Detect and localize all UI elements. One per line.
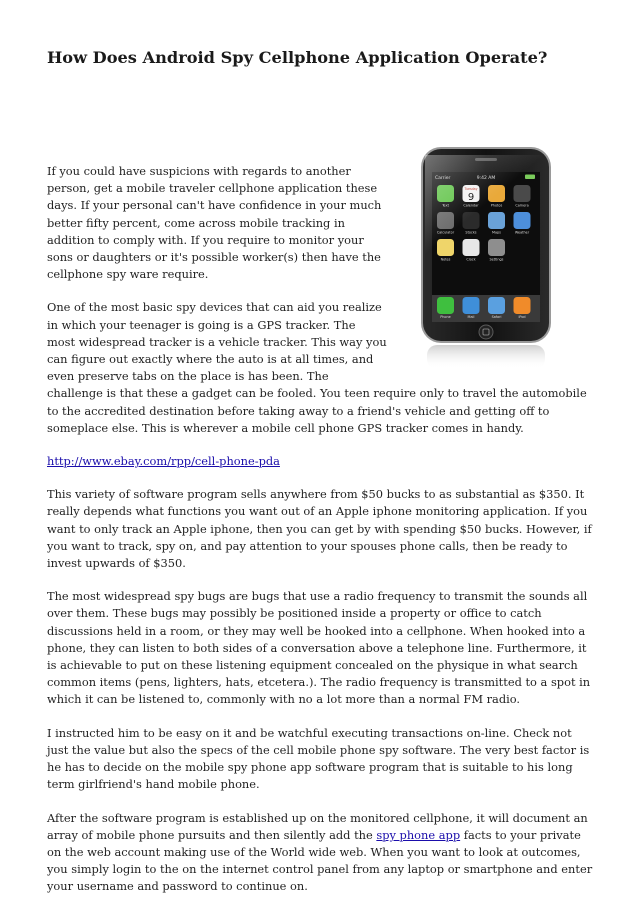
app-label-clock: Clock <box>466 257 476 262</box>
link-paragraph <box>47 453 595 470</box>
home-button <box>479 325 493 339</box>
paragraph-4: The most widespread spy bugs are bugs that use a radio frequency to transmit the sounds all over them. These bugs may possibly be positioned inside a property or office to catch discussions held in a room, or they may well be hooked into a cellphone. When hooked into a phone, they can listen to both sides of a conversation above a telephone line. Furthermore, it is achievable to put on these listening equipment concealed on the physique in what search common items (pens, lighters, hats, etcetera.). The radio frequency is transmitted to a spot in which it can be listened to, commonly with no a lot more than a normal FM radio. <box>47 589 591 707</box>
iphone-image <box>395 145 601 371</box>
dock-label-safari: Safari <box>491 315 502 319</box>
paragraph-6-text-after: facts to your private on the web account making use of the World wide web. When you want to look at outcomes, you simply login to the on the internet control panel from any laptop or smartphone and enter your username and password to continue on. <box>47 827 593 894</box>
app-label-maps: Maps <box>492 230 501 235</box>
paragraph-2: One of the most basic spy devices that can aid you realize in which your teenager is going is a GPS tracker. The most widespread tracker is a vehicle tracker. This way you can figure out exactly where the auto is at all times, and even preserve tabs on the place is has been. The challenge is that these a gadget can be fooled. You teen require only to travel the automobile to the accredited destination before taking away to a friend's vehicle and getting off to someplace else. This is wherever a mobile cell phone GPS tracker comes in handy. <box>47 300 587 435</box>
app-label-stocks: Stocks <box>465 230 477 235</box>
app-label-weather: Weather <box>514 230 530 235</box>
dock-label-mail: Mail <box>467 315 475 319</box>
phone-reflection <box>427 345 545 369</box>
app-icon-settings <box>488 239 505 262</box>
dock <box>432 295 540 322</box>
paragraph-6-text-before: After the software program is established up on the monitored cellphone, it will document an array of mobile phone pursuits and then silently add the <box>47 810 588 842</box>
iphone-illustration <box>395 145 601 371</box>
paragraph-1: If you could have suspicions with regards to another person, get a mobile traveler cellphone application these days. If your personal can't have confidence in your much better fifty percent, come across mobile tracking in addition to comply with. If you require to monitor your sons or daughters or it's possible worker(s) then have the cellphone spy ware require. <box>47 164 382 282</box>
app-label-settings: Settings <box>489 257 504 262</box>
spy-phone-app-link[interactable]: spy phone app <box>376 827 461 842</box>
dock-label-phone: Phone <box>440 315 451 319</box>
app-label-notes: Notes <box>440 257 451 262</box>
article-body <box>47 163 595 912</box>
paragraph-5: I instructed him to be easy on it and be watchful executing transactions on-line. Check not just the value but also the specs of the cell mobile phone spy software. The very best factor is he has to decide on the mobile spy phone app software program that is suitable to his long term girlfriend's hand mobile phone. <box>47 725 590 792</box>
dock-label-ipod: iPod <box>518 315 526 319</box>
ebay-cell-phone-link[interactable]: http://www.ebay.com/rpp/cell-phone-pda <box>47 454 280 469</box>
paragraph-6 <box>47 810 595 896</box>
page-title: How Does Android Spy Cellphone Application Operate? <box>47 48 548 67</box>
paragraph-3: This variety of software program sells anywhere from $50 bucks to as substantial as $350. It really depends what functions you want out of an Apple iphone monitoring application. If you want to only track an Apple iphone, then you can get by with spending $50 bucks. However, if you want to track, spy on, and pay attention to your spouses phone calls, then be ready to invest upwards of $350. <box>47 487 592 571</box>
